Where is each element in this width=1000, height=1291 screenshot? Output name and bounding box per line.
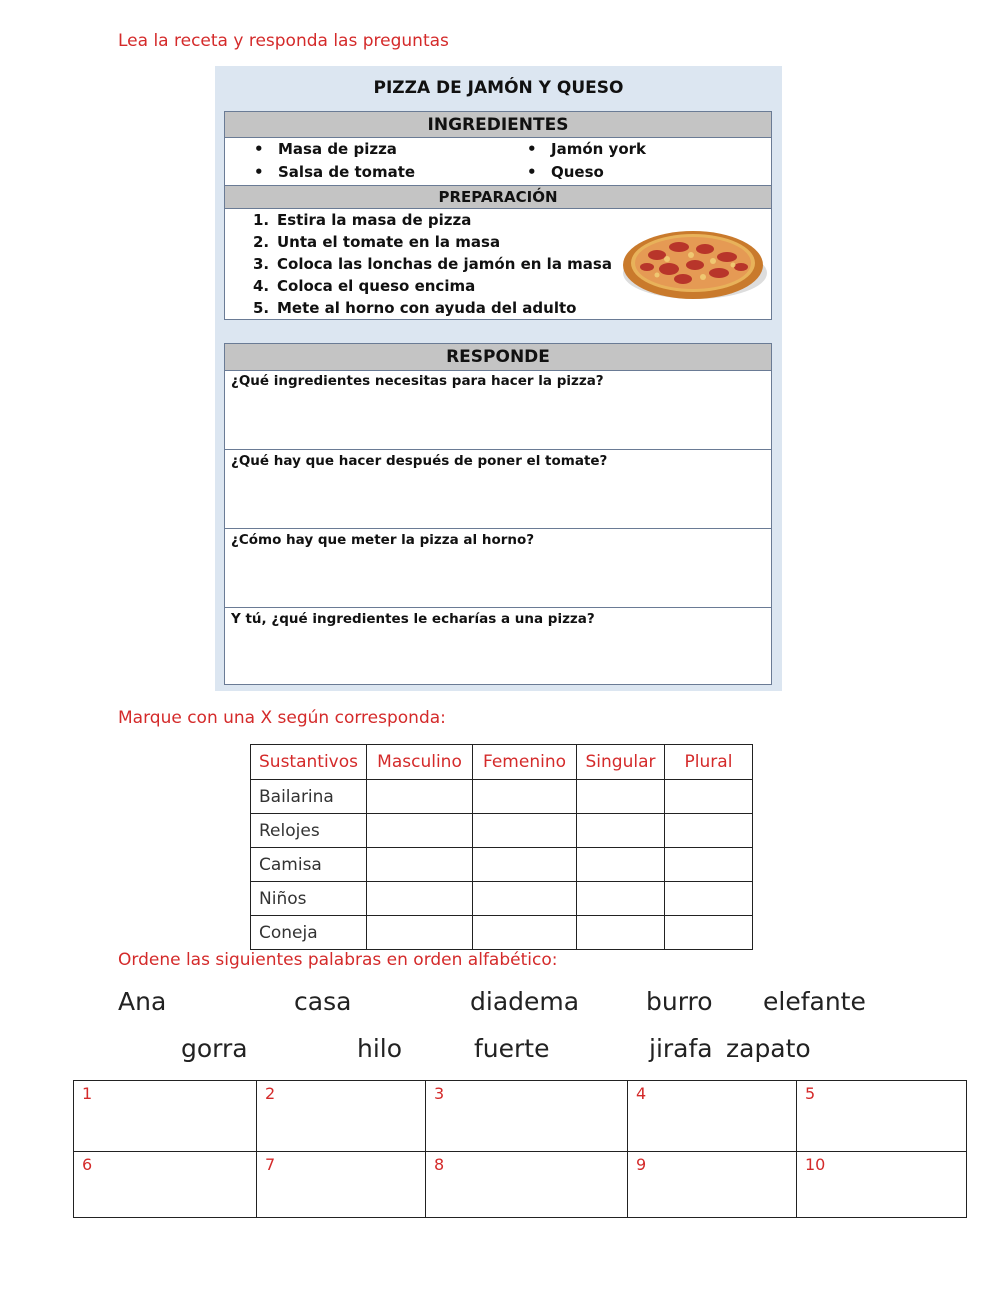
noun-cell: Niños (251, 882, 367, 916)
ingredients-list (225, 138, 771, 185)
answer-cell[interactable]: 2 (257, 1081, 426, 1152)
mark-cell[interactable] (577, 780, 665, 814)
preparation-header: PREPARACIÓN (225, 185, 771, 209)
ingredient-item: • Salsa de tomate (278, 163, 415, 181)
recipe-box (224, 111, 772, 320)
noun-cell: Coneja (251, 916, 367, 950)
ingredient-item: • Jamón york (551, 140, 646, 158)
mark-cell[interactable] (473, 780, 577, 814)
mark-cell[interactable] (665, 780, 753, 814)
respond-box (224, 343, 772, 685)
word-item: diadema (470, 987, 580, 1016)
answer-cell[interactable]: 1 (74, 1081, 257, 1152)
table-row (251, 780, 753, 814)
table-row (251, 882, 753, 916)
question-box[interactable] (225, 370, 771, 449)
answer-cell[interactable]: 3 (426, 1081, 628, 1152)
question-text: ¿Cómo hay que meter la pizza al horno? (231, 532, 535, 548)
word-item: fuerte (474, 1034, 550, 1063)
answer-cell[interactable]: 5 (797, 1081, 967, 1152)
answer-cell[interactable]: 4 (628, 1081, 797, 1152)
noun-cell: Bailarina (251, 780, 367, 814)
word-item: elefante (763, 987, 866, 1016)
table-header: Sustantivos (251, 745, 367, 780)
instruction-read: Lea la receta y responda las preguntas (118, 31, 449, 51)
step-item: 3. Coloca las lonchas de jamón en la masa (253, 255, 612, 273)
mark-cell[interactable] (665, 848, 753, 882)
mark-cell[interactable] (367, 916, 473, 950)
mark-cell[interactable] (473, 848, 577, 882)
question-text: ¿Qué hay que hacer después de poner el tomate? (231, 453, 608, 469)
noun-cell: Relojes (251, 814, 367, 848)
word-item: casa (294, 987, 352, 1016)
table-header: Singular (577, 745, 665, 780)
ingredient-item: • Queso (551, 163, 604, 181)
mark-cell[interactable] (473, 916, 577, 950)
mark-cell[interactable] (473, 882, 577, 916)
answer-cell[interactable]: 10 (797, 1152, 967, 1218)
mark-cell[interactable] (367, 882, 473, 916)
word-item: gorra (181, 1034, 248, 1063)
question-text: ¿Qué ingredientes necesitas para hacer la pizza? (231, 373, 604, 389)
question-box[interactable] (225, 449, 771, 528)
step-item: 1. Estira la masa de pizza (253, 211, 472, 229)
word-item: Ana (118, 987, 167, 1016)
noun-cell: Camisa (251, 848, 367, 882)
instruction-mark: Marque con una X según corresponda: (118, 708, 446, 728)
mark-cell[interactable] (367, 848, 473, 882)
mark-cell[interactable] (577, 916, 665, 950)
word-item: hilo (357, 1034, 403, 1063)
table-row (251, 916, 753, 950)
instruction-order: Ordene las siguientes palabras en orden alfabético: (118, 950, 558, 970)
mark-cell[interactable] (665, 882, 753, 916)
mark-cell[interactable] (367, 780, 473, 814)
mark-cell[interactable] (577, 848, 665, 882)
mark-cell[interactable] (473, 814, 577, 848)
answer-cell[interactable]: 6 (74, 1152, 257, 1218)
pizza-image (617, 219, 773, 307)
ingredients-header: INGREDIENTES (225, 112, 771, 138)
step-item: 4. Coloca el queso encima (253, 277, 476, 295)
table-header: Masculino (367, 745, 473, 780)
answer-grid (73, 1080, 967, 1218)
answer-cell[interactable]: 8 (426, 1152, 628, 1218)
word-item: jirafa (649, 1034, 713, 1063)
table-header: Plural (665, 745, 753, 780)
preparation-steps (225, 209, 771, 319)
mark-cell[interactable] (577, 814, 665, 848)
grammar-table (250, 744, 753, 950)
step-item: 5. Mete al horno con ayuda del adulto (253, 299, 577, 317)
mark-cell[interactable] (367, 814, 473, 848)
table-row (251, 814, 753, 848)
question-box[interactable] (225, 607, 771, 685)
mark-cell[interactable] (665, 916, 753, 950)
question-text: Y tú, ¿qué ingredientes le echarías a una pizza? (231, 611, 595, 627)
table-row (251, 848, 753, 882)
answer-cell[interactable]: 9 (628, 1152, 797, 1218)
word-item: zapato (726, 1034, 811, 1063)
ingredient-item: • Masa de pizza (278, 140, 397, 158)
word-item: burro (646, 987, 713, 1016)
table-header: Femenino (473, 745, 577, 780)
respond-header: RESPONDE (225, 344, 771, 371)
mark-cell[interactable] (577, 882, 665, 916)
mark-cell[interactable] (665, 814, 753, 848)
recipe-card (215, 66, 782, 691)
answer-cell[interactable]: 7 (257, 1152, 426, 1218)
question-box[interactable] (225, 528, 771, 607)
recipe-title: PIZZA DE JAMÓN Y QUESO (373, 78, 624, 98)
step-item: 2. Unta el tomate en la masa (253, 233, 501, 251)
